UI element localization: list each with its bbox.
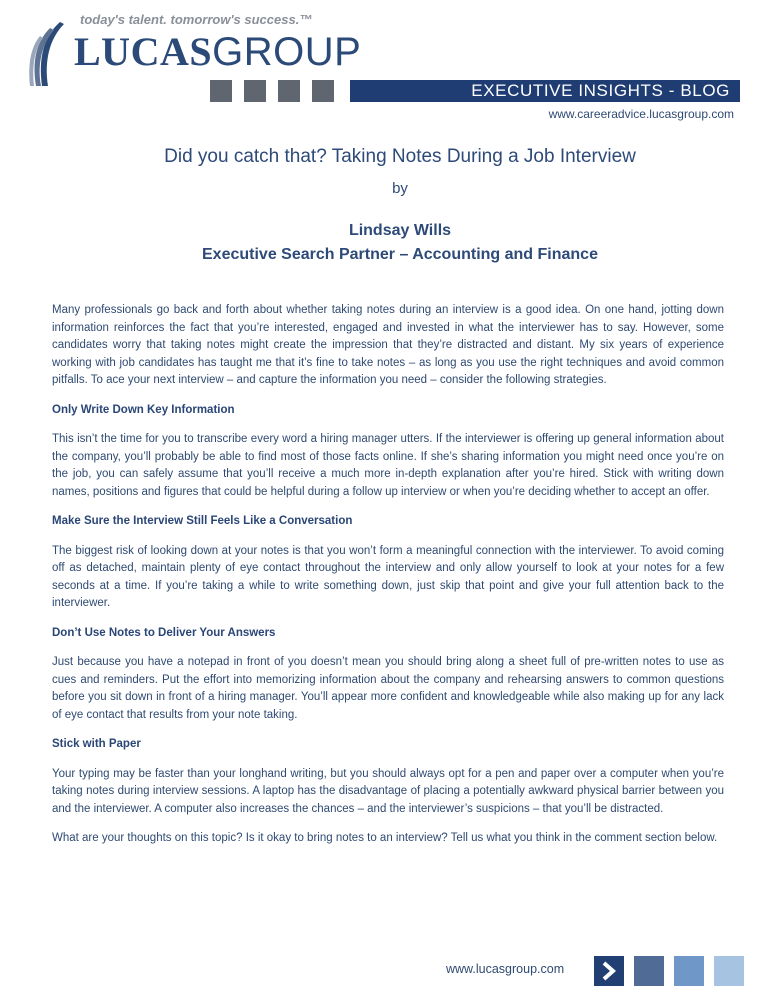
banner-bar <box>350 80 740 102</box>
footer-decor-square <box>634 956 664 986</box>
tagline: today's talent. tomorrow's success.™ <box>80 12 313 27</box>
footer-decor-square <box>674 956 704 986</box>
decor-square <box>278 80 300 102</box>
brand-part-2: GROUP <box>212 30 362 74</box>
section-paragraph: The biggest risk of looking down at your notes is that you won’t form a meaningful connection with the interviewer. To avoid coming off as detached, maintain plenty of eye contact throughout the interview and only allow yourself to look at your notes for a few seconds at a time. If you’re taking a while to write something down, just skip that point and give your full attention back to the interviewer. <box>52 544 724 609</box>
footer-decor-square <box>714 956 744 986</box>
author-name: Lindsay Wills <box>348 222 452 239</box>
section-paragraph: This isn’t the time for you to transcribe every word a hiring manager utters. If the interviewer is offering up general information about the company, you’ll probably be able to find most of those facts online. If she’s sharing information you might need once you’re on the job, you can safely assume that you’ll receive a much more in-depth explanation after you’re hired. Stick with writing down names, positions and figures that could be helpful during a follow up interview or when you’re deciding whether to accept an offer. <box>52 433 724 498</box>
section-paragraph: Just because you have a notepad in front of you doesn’t mean you should bring along a sheet full of pre-written notes to use as cues and reminders. Put the effort into memorizing information about the company and rehearsing answers to common questions before you sit down in front of a hiring manager. You’ll appear more confident and knowledgeable while also making up for any lack of eye contact that results from your note taking. <box>52 656 724 721</box>
decor-square <box>210 80 232 102</box>
section-heading: Don’t Use Notes to Deliver Your Answers <box>52 626 276 639</box>
article-title: Did you catch that? Taking Notes During a Job Interview <box>164 146 636 167</box>
site-url-link[interactable]: www.careeradvice.lucasgroup.com <box>548 107 734 121</box>
byline-by: by <box>392 180 408 197</box>
section-heading: Stick with Paper <box>52 738 141 750</box>
intro-paragraph: Many professionals go back and forth about whether taking notes during an interview is a good idea. On one hand, jotting down information reinforces the fact that you’re interested, engaged and invested in what the interviewer has to say. However, some candidates worry that taking notes might create the impression that they’re distracted and distant. My six years of experience working with job candidates has taught me that it’s fine to take notes – as long as you use the right techniques and avoid common pitfalls. To ace your next interview – and capture the information you need – consider the following strategies. <box>52 304 724 386</box>
logo-mark-icon <box>24 18 76 90</box>
next-arrow-button[interactable] <box>594 956 624 986</box>
article-body <box>52 302 724 860</box>
brand-part-1: LUCAS <box>74 29 213 74</box>
footer-url-link[interactable]: www.lucasgroup.com <box>446 962 565 976</box>
closing-paragraph: What are your thoughts on this topic? Is it okay to bring notes to an interview? Tell us what you think in the comment section below. <box>52 832 718 844</box>
section-paragraph: Your typing may be faster than your longhand writing, but you should always opt for a pen and paper over a computer when you’re taking notes during interview sessions. A laptop has the disadvantage of placing a potentially awkward physical barrier between you and the interviewer. A computer also increases the chances – and the interviewer’s suspicions – that you’ll be distracted. <box>52 767 724 815</box>
brand-logo-text <box>74 30 361 74</box>
decor-square <box>244 80 266 102</box>
decor-square <box>312 80 334 102</box>
banner-title: EXECUTIVE INSIGHTS - BLOG <box>471 81 730 100</box>
section-heading: Only Write Down Key Information <box>52 403 235 416</box>
chevron-right-icon <box>601 961 617 981</box>
author-role: Executive Search Partner – Accounting and Finance <box>202 246 598 263</box>
section-heading: Make Sure the Interview Still Feels Like a Conversation <box>52 515 353 527</box>
